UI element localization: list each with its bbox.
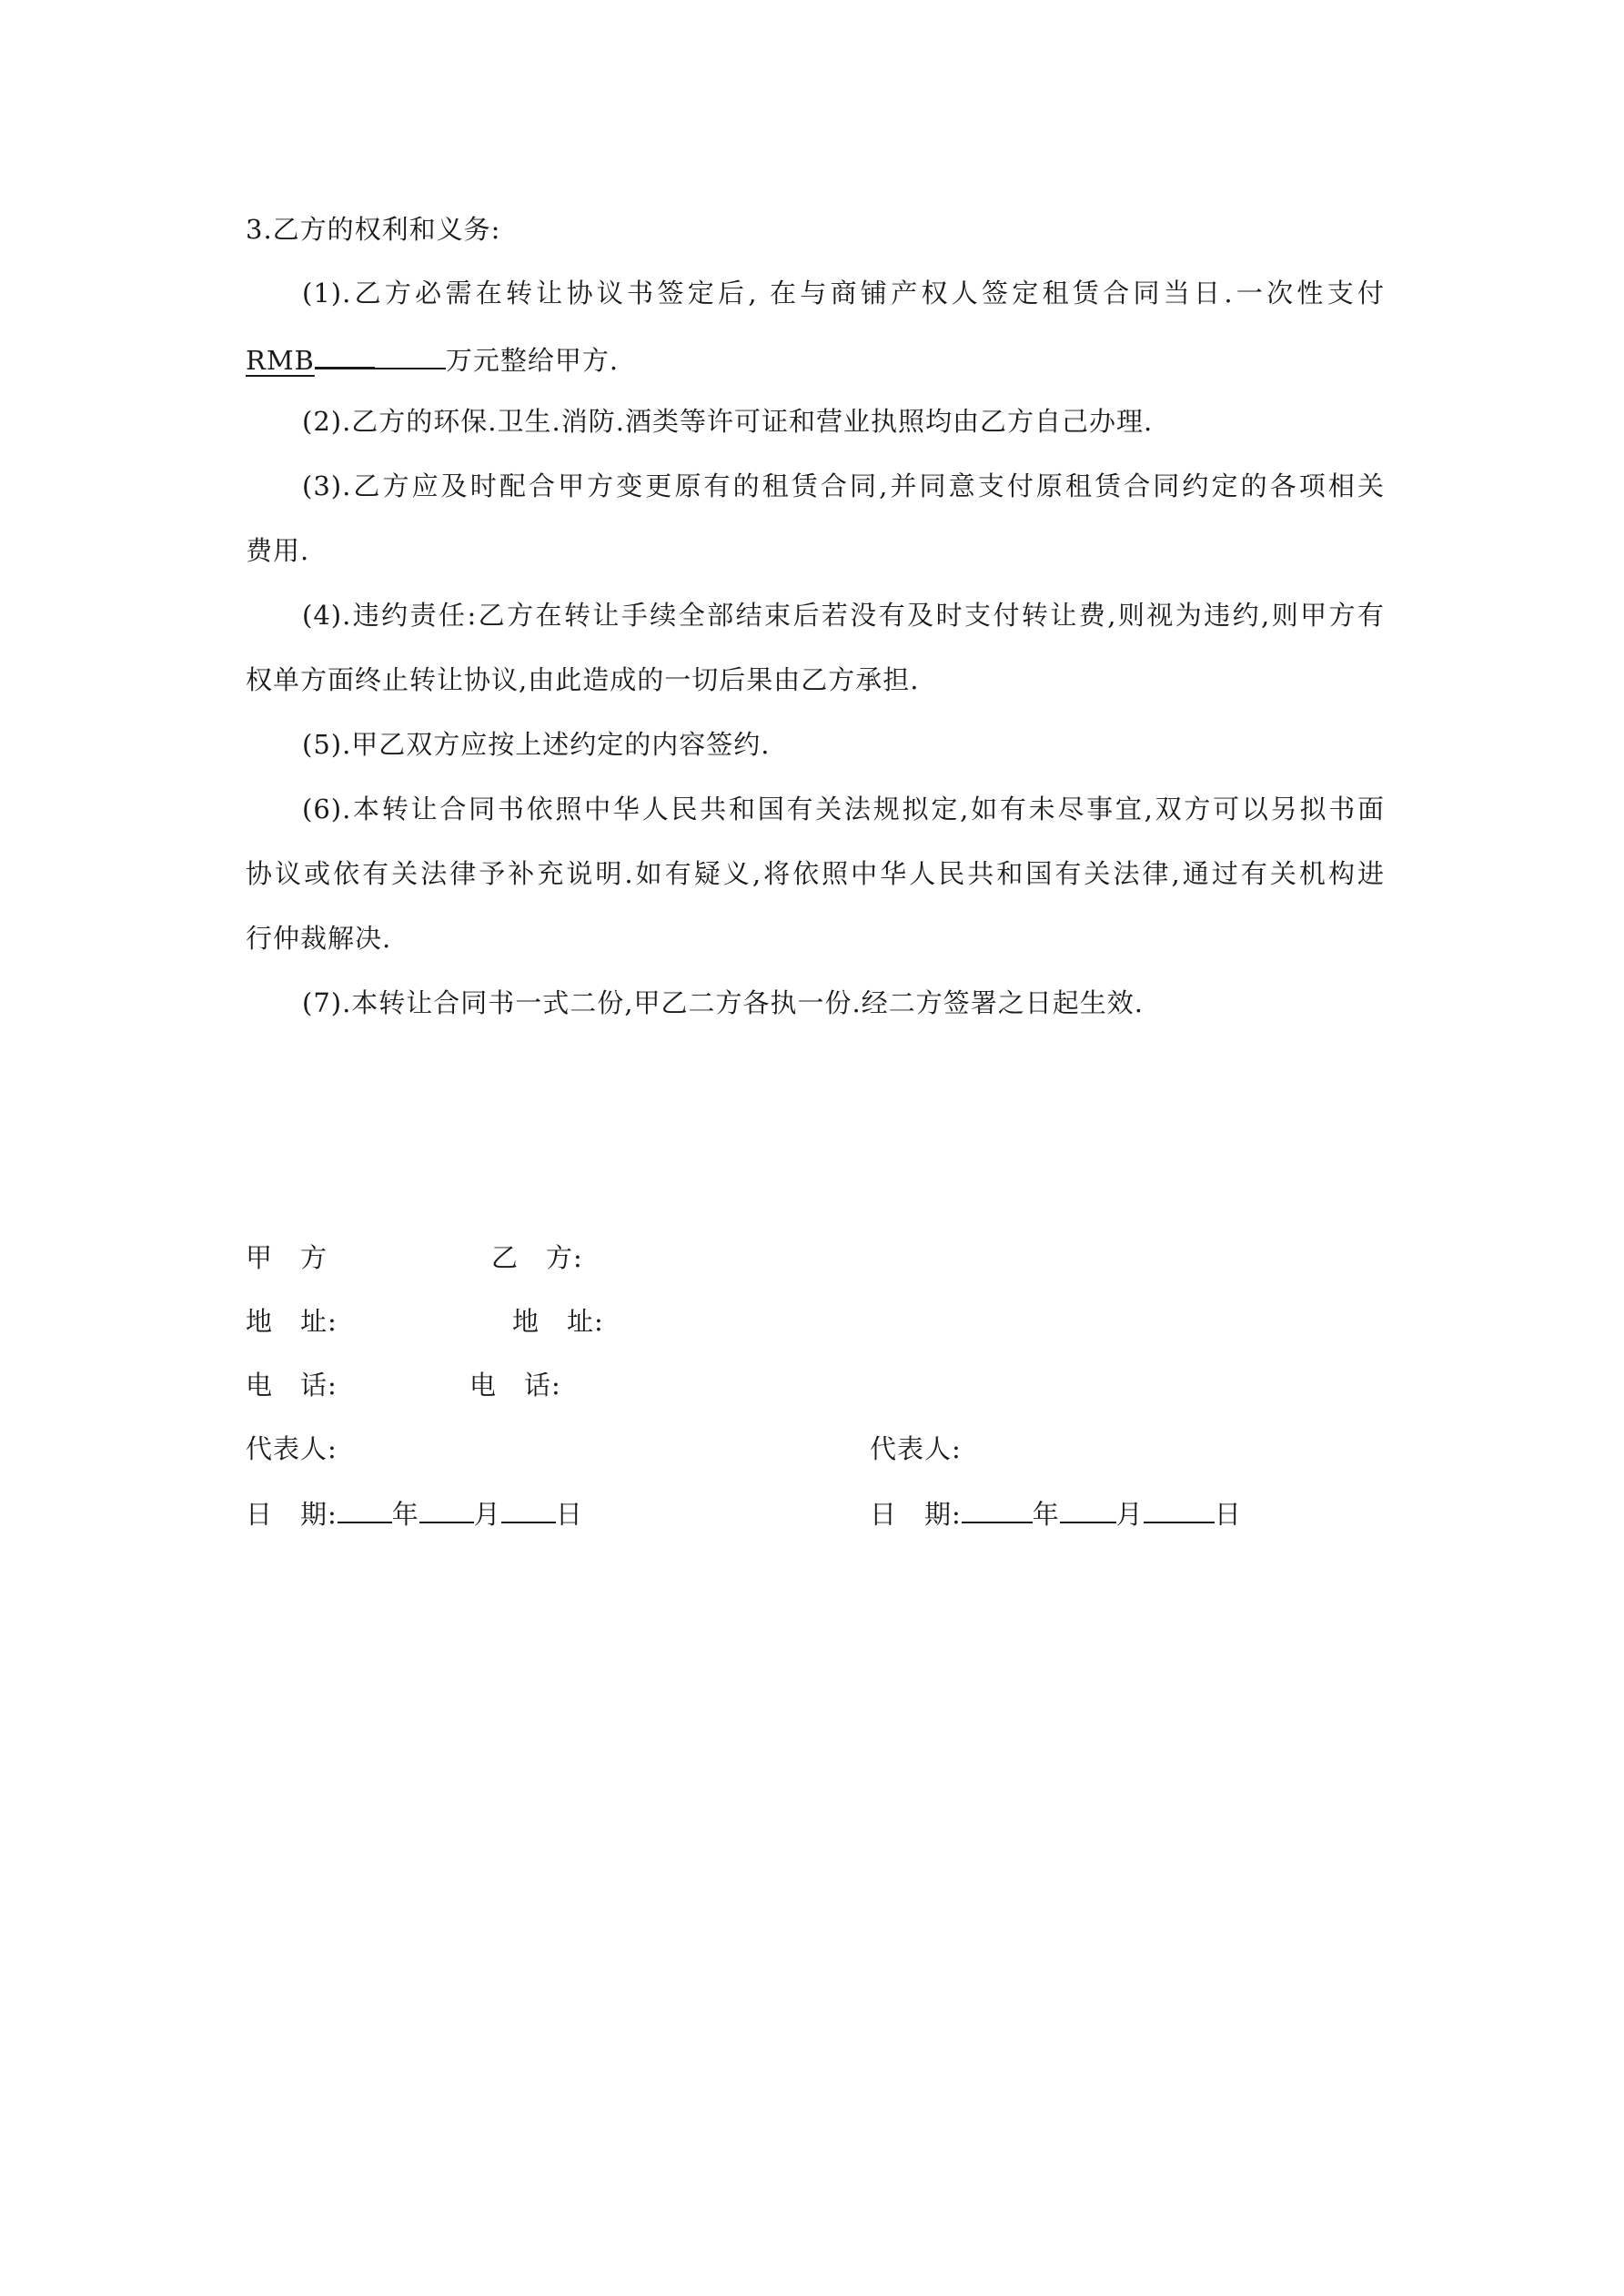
clause-2-line-1: (2).乙方的环保.卫生.消防.酒类等许可证和营业执照均由乙方自己办理. <box>302 406 1154 437</box>
phone-a-label: 电 话: <box>246 1370 338 1401</box>
date-a-month-blank <box>419 1494 474 1523</box>
address-b-label: 地 址: <box>512 1306 604 1337</box>
amount-blank-b <box>375 340 446 369</box>
date-a-year-blank <box>338 1494 392 1523</box>
representative-a-label: 代表人: <box>246 1433 338 1464</box>
rmb-label: RMB <box>246 345 315 376</box>
date-b-label: 日 期: <box>870 1499 962 1530</box>
clause-3-line-1: (3).乙方应及时配合甲方变更原有的租赁合同,并同意支付原租赁合同约定的各项相关 <box>302 470 1385 501</box>
date-a-label: 日 期: <box>246 1499 338 1530</box>
date-a-day-blank <box>501 1494 556 1523</box>
date-b-month: 月 <box>1115 1499 1144 1530</box>
date-b-row <box>870 1494 1242 1532</box>
date-b-year-blank <box>962 1494 1033 1523</box>
date-b-day-blank <box>1144 1494 1215 1523</box>
address-a-label: 地 址: <box>246 1306 338 1337</box>
section-heading: 3.乙方的权利和义务: <box>246 214 501 245</box>
amount-suffix: 万元整给甲方. <box>445 345 620 376</box>
party-b-label: 乙 方: <box>491 1242 583 1273</box>
date-a-year: 年 <box>391 1499 419 1530</box>
clause-4-line-2: 权单方面终止转让协议,由此造成的一切后果由乙方承担. <box>246 664 920 695</box>
date-b-day: 日 <box>1214 1499 1242 1530</box>
clause-6-line-3: 行仲裁解决. <box>246 923 392 954</box>
clause-1-line-1: (1).乙方必需在转让协议书签定后, 在与商铺产权人签定租赁合同当日.一次性支付 <box>302 278 1385 308</box>
date-a-month: 月 <box>473 1499 501 1530</box>
clause-7-line-1: (7).本转让合同书一式二份,甲乙二方各执一份.经二方签署之日起生效. <box>302 987 1144 1018</box>
clause-5-line-1: (5).甲乙双方应按上述约定的内容签约. <box>302 729 771 760</box>
date-a-row <box>246 1494 583 1532</box>
amount-blank-a <box>315 339 375 369</box>
date-a-day: 日 <box>555 1499 583 1530</box>
date-b-month-blank <box>1060 1494 1116 1523</box>
clause-6-line-2: 协议或依有关法律予补充说明.如有疑义,将依照中华人民共和国有关法律,通过有关机构进 <box>246 858 1385 889</box>
phone-b-label: 电 话: <box>469 1370 561 1401</box>
clause-1-line-2 <box>246 339 619 379</box>
clause-6-line-1: (6).本转让合同书依照中华人民共和国有关法规拟定,如有未尽事宜,双方可以另拟书面 <box>302 794 1385 824</box>
representative-b-label: 代表人: <box>870 1433 962 1464</box>
clause-4-line-1: (4).违约责任:乙方在转让手续全部结束后若没有及时支付转让费,则视为违约,则甲方有 <box>302 600 1385 631</box>
clause-3-line-2: 费用. <box>246 535 310 566</box>
date-b-year: 年 <box>1032 1499 1060 1530</box>
party-a-label: 甲 方 <box>246 1242 328 1273</box>
